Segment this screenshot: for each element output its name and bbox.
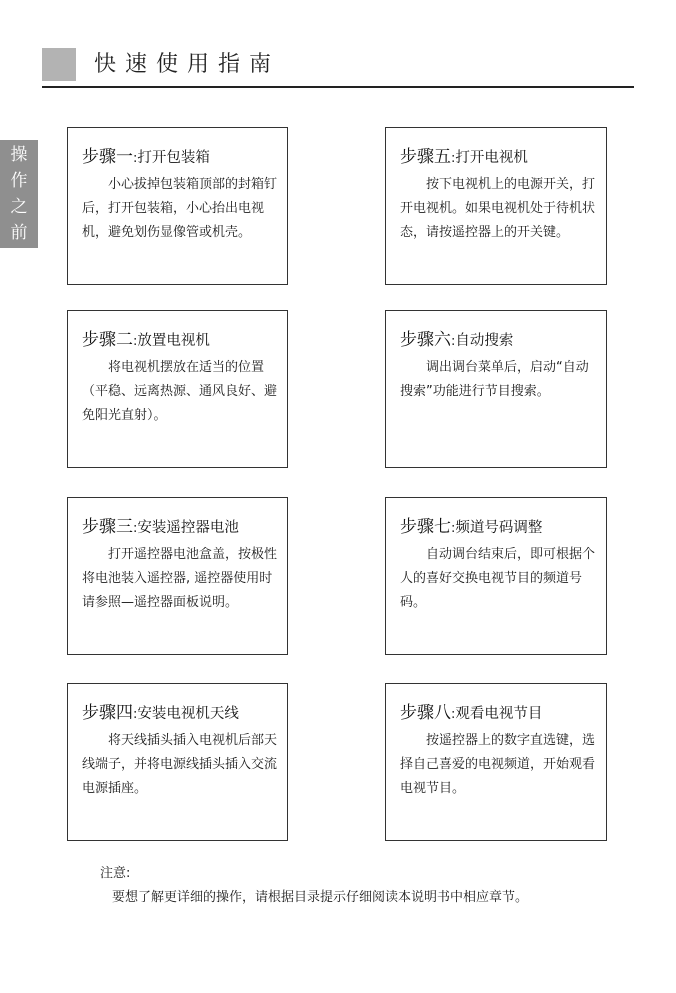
side-tab-char: 操 [10,145,28,165]
step-6-title: 自动搜索 [455,333,514,349]
step-4-title: 安装电视机天线 [137,706,239,722]
step-8-title: 观看电视节目 [455,706,543,722]
step-4-name: 步骤四 [82,703,133,723]
step-7-box [385,497,607,655]
header-divider [42,86,634,88]
step-5-body: 按下电视机上的电源开关，打开电视机。如果电视机处于待机状态，请按遥控器上的开关键。 [400,177,596,240]
step-7-body: 自动调台结束后，即可根据个人的喜好交换电视节目的频道号码。 [400,547,596,610]
step-5-box [385,127,607,285]
header-marker [42,48,76,81]
step-5-name: 步骤五 [400,147,451,167]
side-tab-char: 作 [10,171,28,191]
step-2-body: 将电视机摆放在适当的位置（平稳、远离热源、通风良好、避免阳光直射）。 [82,360,278,423]
step-8-separator: : [451,707,456,722]
side-tab-char: 前 [10,223,28,243]
step-8-box [385,683,607,841]
step-1-box [67,127,288,285]
step-6-body: 调出调台菜单后，启动“自动搜索”功能进行节目搜索。 [400,360,589,399]
step-4-body: 将天线插头插入电视机后部天线端子，并将电源线插头插入交流电源插座。 [82,733,278,796]
step-6-separator: : [451,334,456,349]
notes-section [100,862,528,910]
side-section-tab [0,140,38,248]
step-7-separator: : [451,521,456,536]
step-2-box [67,310,288,468]
step-5-separator: : [451,151,456,166]
step-4-box [67,683,288,841]
step-1-name: 步骤一 [82,147,133,167]
step-3-body: 打开遥控器电池盒盖，按极性将电池装入遥控器, 遥控器使用时请参照—遥控器面板说明。 [82,547,278,610]
step-7-title: 频道号码调整 [455,520,543,536]
step-3-box [67,497,288,655]
step-5-title: 打开电视机 [455,150,528,166]
side-tab-char: 之 [10,197,28,217]
step-2-name: 步骤二 [82,330,133,350]
page-title: 快速使用指南 [94,52,281,77]
step-3-name: 步骤三 [82,517,133,537]
step-8-body: 按遥控器上的数字直选键，选择自己喜爱的电视频道，开始观看电视节目。 [400,733,596,796]
step-7-name: 步骤七 [400,517,451,537]
step-1-title: 打开包装箱 [137,150,210,166]
step-2-separator: : [133,334,138,349]
step-3-separator: : [133,521,138,536]
step-1-body: 小心拔掉包装箱顶部的封箱钉后，打开包装箱，小心抬出电视机，避免划伤显像管或机壳。 [82,177,278,240]
step-3-title: 安装遥控器电池 [137,520,239,536]
step-1-separator: : [133,151,138,166]
notes-label: 注意: [100,866,131,881]
step-8-name: 步骤八 [400,703,451,723]
step-2-title: 放置电视机 [137,333,210,349]
notes-text: 要想了解更详细的操作，请根据目录提示仔细阅读本说明书中相应章节。 [112,890,529,905]
step-4-separator: : [133,707,138,722]
step-6-name: 步骤六 [400,330,451,350]
step-6-box [385,310,607,468]
